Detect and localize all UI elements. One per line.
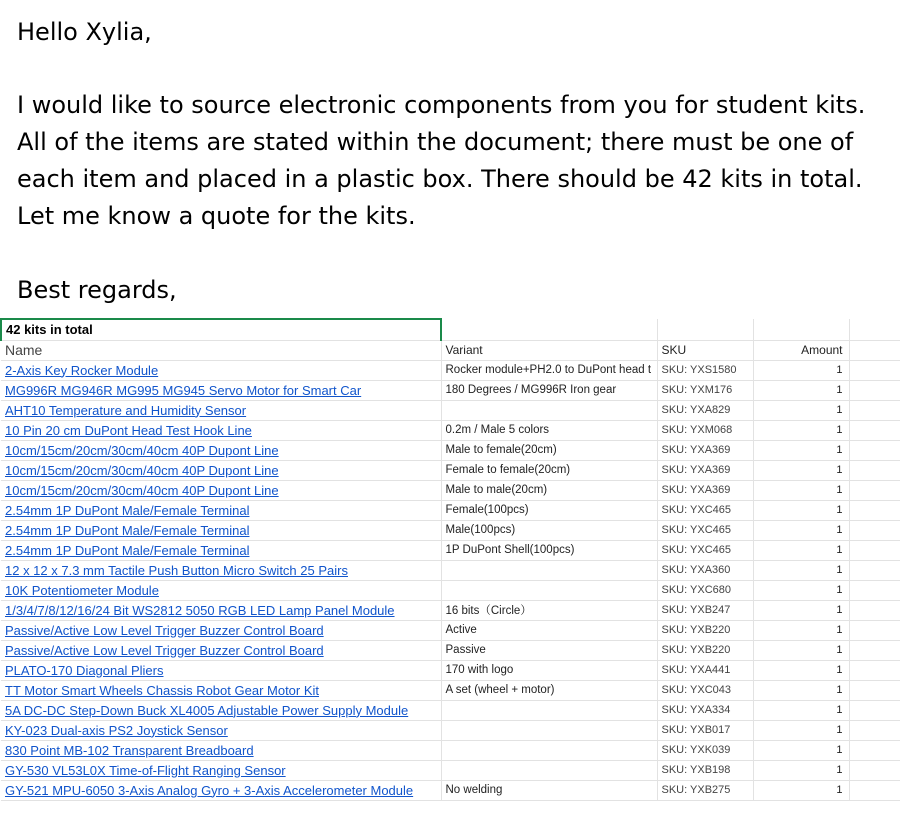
- empty-cell[interactable]: [849, 400, 900, 420]
- empty-cell[interactable]: [849, 760, 900, 780]
- product-link[interactable]: PLATO-170 Diagonal Pliers: [5, 662, 164, 678]
- variant-cell[interactable]: [441, 760, 657, 780]
- variant-cell[interactable]: [441, 700, 657, 720]
- sku-cell[interactable]: SKU: YXA441: [657, 660, 753, 680]
- amount-cell[interactable]: 1: [753, 540, 849, 560]
- empty-cell[interactable]: [849, 540, 900, 560]
- variant-cell[interactable]: 1P DuPont Shell(100pcs): [441, 540, 657, 560]
- product-link[interactable]: 10cm/15cm/20cm/30cm/40cm 40P Dupont Line: [5, 482, 279, 498]
- amount-cell[interactable]: 1: [753, 380, 849, 400]
- sku-cell[interactable]: SKU: YXA829: [657, 400, 753, 420]
- table-row: [1, 780, 900, 800]
- message-body: I would like to source electronic components from you for student kits. All of the items are stated within the document; there must be one of each item and placed in a plastic box. There should be 42 kits in total. Let me know a quote for the kits.: [17, 91, 866, 230]
- greeting-text: Hello Xylia,: [17, 18, 152, 46]
- table-row: [1, 600, 900, 620]
- variant-cell[interactable]: 180 Degrees / MG996R Iron gear: [441, 380, 657, 400]
- empty-cell[interactable]: [849, 420, 900, 440]
- name-cell[interactable]: [1, 440, 441, 460]
- name-cell[interactable]: [1, 360, 441, 380]
- empty-cell[interactable]: [849, 660, 900, 680]
- product-link[interactable]: 2-Axis Key Rocker Module: [5, 362, 159, 378]
- table-row: [1, 460, 900, 480]
- table-row: [1, 660, 900, 680]
- product-link[interactable]: MG996R MG946R MG995 MG945 Servo Motor for Smart Car: [5, 382, 362, 398]
- name-cell[interactable]: [1, 680, 441, 700]
- header-amount[interactable]: Amount: [753, 340, 849, 360]
- empty-cell[interactable]: [441, 319, 657, 340]
- empty-cell[interactable]: [849, 780, 900, 800]
- empty-cell[interactable]: [849, 680, 900, 700]
- sku-cell[interactable]: SKU: YXA369: [657, 460, 753, 480]
- empty-cell[interactable]: [849, 520, 900, 540]
- empty-cell[interactable]: [657, 319, 753, 340]
- variant-cell[interactable]: Passive: [441, 640, 657, 660]
- product-link[interactable]: GY-521 MPU-6050 3-Axis Analog Gyro + 3-Axis Accelerometer Module: [5, 782, 414, 798]
- product-link[interactable]: 2.54mm 1P DuPont Male/Female Terminal: [5, 522, 250, 538]
- amount-cell[interactable]: 1: [753, 640, 849, 660]
- variant-cell[interactable]: [441, 740, 657, 760]
- variant-cell[interactable]: Female(100pcs): [441, 500, 657, 520]
- amount-cell[interactable]: 1: [753, 600, 849, 620]
- amount-cell[interactable]: 1: [753, 500, 849, 520]
- product-link[interactable]: Passive/Active Low Level Trigger Buzzer Control Board: [5, 622, 324, 638]
- variant-cell[interactable]: No welding: [441, 780, 657, 800]
- variant-cell[interactable]: [441, 580, 657, 600]
- empty-cell[interactable]: [849, 380, 900, 400]
- amount-cell[interactable]: 1: [753, 420, 849, 440]
- table-row: [1, 640, 900, 660]
- name-cell[interactable]: [1, 480, 441, 500]
- sku-cell[interactable]: SKU: YXC465: [657, 520, 753, 540]
- product-link[interactable]: 10cm/15cm/20cm/30cm/40cm 40P Dupont Line: [5, 442, 279, 458]
- empty-cell[interactable]: [849, 580, 900, 600]
- amount-cell[interactable]: 1: [753, 580, 849, 600]
- product-link[interactable]: 2.54mm 1P DuPont Male/Female Terminal: [5, 502, 250, 518]
- sku-cell[interactable]: SKU: YXB220: [657, 640, 753, 660]
- sku-cell[interactable]: SKU: YXK039: [657, 740, 753, 760]
- variant-cell[interactable]: Male(100pcs): [441, 520, 657, 540]
- product-link[interactable]: 10 Pin 20 cm DuPont Head Test Hook Line: [5, 422, 252, 438]
- table-row: [1, 500, 900, 520]
- sku-cell[interactable]: SKU: YXA369: [657, 480, 753, 500]
- table-row: [1, 400, 900, 420]
- sku-cell[interactable]: SKU: YXC465: [657, 500, 753, 520]
- variant-cell[interactable]: [441, 400, 657, 420]
- closing-text: Best regards,: [17, 276, 177, 304]
- sku-cell[interactable]: SKU: YXB275: [657, 780, 753, 800]
- header-sku[interactable]: SKU: [657, 340, 753, 360]
- amount-cell[interactable]: 1: [753, 400, 849, 420]
- sku-cell[interactable]: SKU: YXC043: [657, 680, 753, 700]
- name-cell[interactable]: [1, 640, 441, 660]
- amount-cell[interactable]: 1: [753, 700, 849, 720]
- table-row: [1, 740, 900, 760]
- variant-cell[interactable]: Rocker module+PH2.0 to DuPont head t: [441, 360, 657, 380]
- amount-cell[interactable]: 1: [753, 440, 849, 460]
- empty-cell[interactable]: [849, 480, 900, 500]
- header-row: [1, 340, 900, 360]
- amount-cell[interactable]: 1: [753, 560, 849, 580]
- name-cell[interactable]: [1, 520, 441, 540]
- table-row: [1, 760, 900, 780]
- name-cell[interactable]: [1, 420, 441, 440]
- empty-cell[interactable]: [849, 440, 900, 460]
- product-link[interactable]: 10cm/15cm/20cm/30cm/40cm 40P Dupont Line: [5, 462, 279, 478]
- product-link[interactable]: KY-023 Dual-axis PS2 Joystick Sensor: [5, 722, 228, 738]
- table-row: [1, 420, 900, 440]
- empty-cell[interactable]: [849, 460, 900, 480]
- table-row: [1, 700, 900, 720]
- empty-cell[interactable]: [849, 700, 900, 720]
- name-cell[interactable]: [1, 460, 441, 480]
- amount-cell[interactable]: 1: [753, 720, 849, 740]
- variant-cell[interactable]: 170 with logo: [441, 660, 657, 680]
- product-link[interactable]: 2.54mm 1P DuPont Male/Female Terminal: [5, 542, 250, 558]
- table-row: [1, 680, 900, 700]
- amount-cell[interactable]: 1: [753, 480, 849, 500]
- sku-cell[interactable]: SKU: YXS1580: [657, 360, 753, 380]
- empty-cell[interactable]: [849, 740, 900, 760]
- name-cell[interactable]: [1, 580, 441, 600]
- sku-cell[interactable]: SKU: YXC465: [657, 540, 753, 560]
- name-cell[interactable]: [1, 400, 441, 420]
- name-cell[interactable]: [1, 620, 441, 640]
- product-link[interactable]: 830 Point MB-102 Transparent Breadboard: [5, 742, 254, 758]
- table-row: [1, 440, 900, 460]
- empty-cell[interactable]: [849, 340, 900, 360]
- amount-cell[interactable]: 1: [753, 780, 849, 800]
- table-row: [1, 380, 900, 400]
- spreadsheet: [0, 318, 900, 831]
- name-cell[interactable]: [1, 560, 441, 580]
- sku-cell[interactable]: SKU: YXA369: [657, 440, 753, 460]
- sku-cell[interactable]: SKU: YXM176: [657, 380, 753, 400]
- variant-cell[interactable]: [441, 560, 657, 580]
- name-cell[interactable]: [1, 780, 441, 800]
- name-cell[interactable]: [1, 720, 441, 740]
- empty-cell[interactable]: [849, 560, 900, 580]
- empty-cell[interactable]: [849, 360, 900, 380]
- product-link[interactable]: 1/3/4/7/8/12/16/24 Bit WS2812 5050 RGB LED Lamp Panel Module: [5, 602, 395, 618]
- amount-cell[interactable]: 1: [753, 660, 849, 680]
- name-cell[interactable]: [1, 600, 441, 620]
- variant-cell[interactable]: 0.2m / Male 5 colors: [441, 420, 657, 440]
- empty-cell[interactable]: [849, 720, 900, 740]
- empty-cell[interactable]: [849, 600, 900, 620]
- amount-cell[interactable]: 1: [753, 520, 849, 540]
- selected-title-cell[interactable]: 42 kits in total: [1, 319, 441, 340]
- variant-cell[interactable]: Male to female(20cm): [441, 440, 657, 460]
- product-link[interactable]: TT Motor Smart Wheels Chassis Robot Gear Motor Kit: [5, 682, 320, 698]
- variant-cell[interactable]: Male to male(20cm): [441, 480, 657, 500]
- table-row: [1, 560, 900, 580]
- table-row: [1, 540, 900, 560]
- amount-cell[interactable]: 1: [753, 760, 849, 780]
- name-cell[interactable]: [1, 380, 441, 400]
- amount-cell[interactable]: 1: [753, 680, 849, 700]
- table-row: [1, 720, 900, 740]
- variant-cell[interactable]: Active: [441, 620, 657, 640]
- sku-cell[interactable]: SKU: YXB220: [657, 620, 753, 640]
- name-cell[interactable]: [1, 740, 441, 760]
- product-link[interactable]: GY-530 VL53L0X Time-of-Flight Ranging Sensor: [5, 762, 286, 778]
- table-row: [1, 360, 900, 380]
- empty-cell[interactable]: [849, 640, 900, 660]
- sku-cell[interactable]: SKU: YXA334: [657, 700, 753, 720]
- name-cell[interactable]: [1, 500, 441, 520]
- name-cell[interactable]: [1, 760, 441, 780]
- variant-cell[interactable]: Female to female(20cm): [441, 460, 657, 480]
- title-row: [1, 319, 900, 340]
- table-row: [1, 480, 900, 500]
- product-link[interactable]: 5A DC-DC Step-Down Buck XL4005 Adjustable Power Supply Module: [5, 702, 409, 718]
- sku-cell[interactable]: SKU: YXA360: [657, 560, 753, 580]
- empty-cell[interactable]: [849, 620, 900, 640]
- product-link[interactable]: 12 x 12 x 7.3 mm Tactile Push Button Micro Switch 25 Pairs: [5, 562, 348, 578]
- variant-cell[interactable]: 16 bits（Circle）: [441, 600, 657, 620]
- variant-cell[interactable]: A set (wheel + motor): [441, 680, 657, 700]
- name-cell[interactable]: [1, 700, 441, 720]
- header-variant[interactable]: Variant: [441, 340, 657, 360]
- table-row: [1, 620, 900, 640]
- amount-cell[interactable]: 1: [753, 740, 849, 760]
- name-cell[interactable]: [1, 540, 441, 560]
- sku-cell[interactable]: SKU: YXB017: [657, 720, 753, 740]
- empty-cell[interactable]: [753, 319, 849, 340]
- amount-cell[interactable]: 1: [753, 460, 849, 480]
- amount-cell[interactable]: 1: [753, 360, 849, 380]
- name-cell[interactable]: [1, 660, 441, 680]
- sku-cell[interactable]: SKU: YXB247: [657, 600, 753, 620]
- empty-cell[interactable]: [849, 500, 900, 520]
- product-link[interactable]: AHT10 Temperature and Humidity Sensor: [5, 402, 247, 418]
- sku-cell[interactable]: SKU: YXB198: [657, 760, 753, 780]
- header-name[interactable]: Name: [1, 340, 441, 360]
- empty-cell[interactable]: [849, 319, 900, 340]
- product-link[interactable]: 10K Potentiometer Module: [5, 582, 159, 598]
- amount-cell[interactable]: 1: [753, 620, 849, 640]
- kit-table: [0, 318, 900, 801]
- product-link[interactable]: Passive/Active Low Level Trigger Buzzer Control Board: [5, 642, 324, 658]
- table-row: [1, 520, 900, 540]
- variant-cell[interactable]: [441, 720, 657, 740]
- sku-cell[interactable]: SKU: YXC680: [657, 580, 753, 600]
- table-row: [1, 580, 900, 600]
- sku-cell[interactable]: SKU: YXM068: [657, 420, 753, 440]
